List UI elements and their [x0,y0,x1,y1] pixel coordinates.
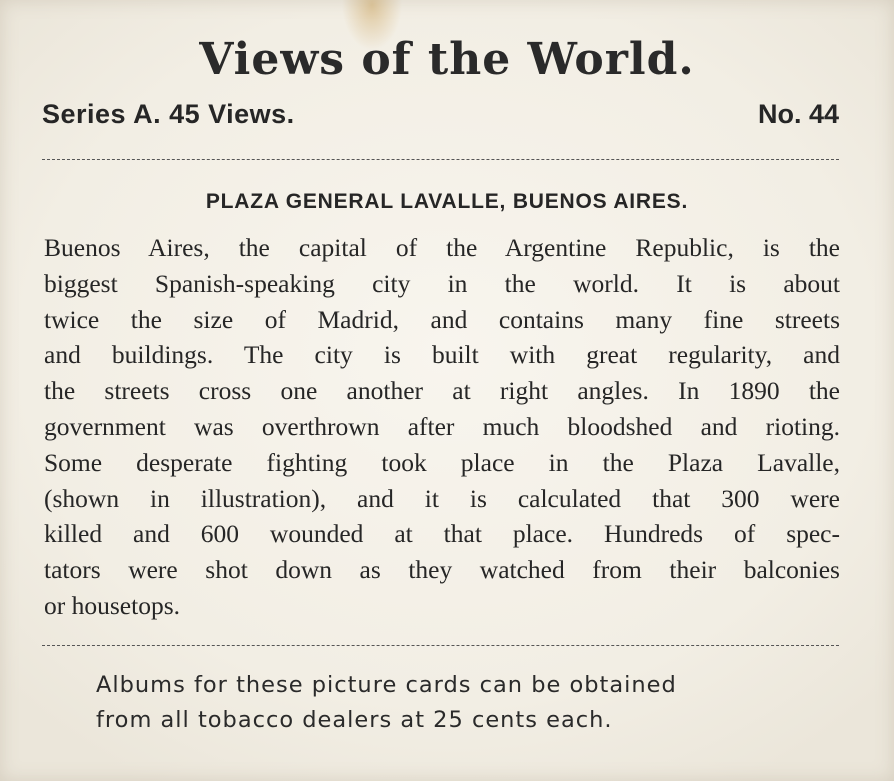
series-label: Series A. 45 Views. [42,99,295,129]
body-line: or housetops. [44,590,180,620]
body-line: (shown in illustration), and it is calculated that 300 were [44,483,840,513]
body-line: Buenos Aires, the capital of the Argentine Republic, is the [44,233,840,262]
body-line: government was overthrown after much bloodshed and rioting. [44,411,840,441]
body-line: killed and 600 wounded at that place. Hundreds of spec- [44,519,840,549]
article-body [44,230,840,624]
top-divider [42,159,839,160]
body-line: biggest Spanish-speaking city in the world. It is about [44,268,840,298]
card-number: No. 44 [757,99,839,129]
footer-line: from all tobacco dealers at 25 cents each. [96,707,613,733]
bottom-divider [42,645,839,646]
card-title: Views of the World. [199,34,695,85]
article-heading: PLAZA GENERAL LAVALLE, BUENOS AIRES. [205,190,689,213]
body-line: and buildings. The city is built with great regularity, and [44,340,840,370]
body-line: twice the size of Madrid, and contains many fine streets [44,304,840,334]
body-line: the streets cross one another at right angles. In 1890 the [44,376,840,406]
footer-notice [96,668,816,738]
body-line: Some desperate fighting took place in the Plaza Lavalle, [44,447,840,477]
footer-line: Albums for these picture cards can be obtained [96,672,677,698]
body-line: tators were shot down as they watched from their balconies [44,555,840,585]
